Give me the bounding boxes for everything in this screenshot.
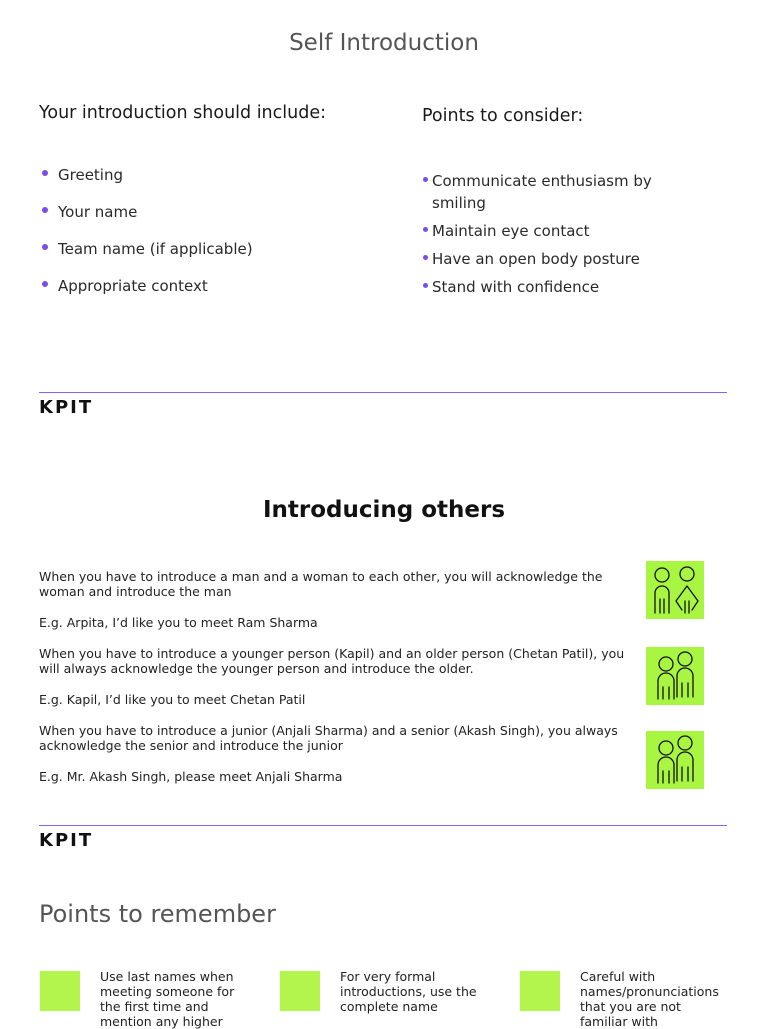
bullet-dot [423, 227, 428, 232]
introducing-others-title: Introducing others [262, 497, 506, 523]
remember-item: For very formal introductions, use the complete name [340, 969, 477, 1014]
two-people-icon [646, 647, 704, 705]
points-to-remember-title: Points to remember [39, 900, 276, 928]
example-text: E.g. Arpita, I’d like you to meet Ram Sharma [39, 615, 318, 630]
self-introduction-title: Self Introduction [289, 30, 479, 56]
kpit-logo: KPIT [39, 397, 94, 418]
example-text: E.g. Mr. Akash Singh, please meet Anjali Sharma [39, 769, 343, 784]
bullet-dot [42, 207, 48, 213]
bullet-dot [42, 281, 48, 287]
bullet-dot [42, 244, 48, 250]
paragraph: When you have to introduce a man and a woman to each other, you will acknowledge the woman and introduce the man [39, 569, 603, 599]
introduction-include-heading: Your introduction should include: [39, 103, 326, 123]
list-item: Communicate enthusiasm by smiling [422, 170, 662, 214]
remember-item: Use last names when meeting someone for the first time and mention any higher [100, 969, 235, 1029]
kpit-logo: KPIT [39, 830, 94, 851]
bullet-dot [42, 170, 48, 176]
example-text: E.g. Kapil, I’d like you to meet Chetan Patil [39, 692, 306, 707]
highlight-square [40, 971, 80, 1011]
list-item: Your name [39, 203, 369, 240]
paragraph: When you have to introduce a younger person (Kapil) and an older person (Chetan Patil), you will always acknowledge the younger person and introduce the older. [39, 646, 625, 676]
points-to-consider-heading: Points to consider: [422, 106, 584, 126]
man-woman-icon [646, 561, 704, 619]
list-item: Maintain eye contact [422, 220, 662, 242]
highlight-square [280, 971, 320, 1011]
points-to-consider-list [422, 170, 662, 298]
highlight-square [520, 971, 560, 1011]
list-item: Team name (if applicable) [39, 240, 369, 277]
bullet-dot [423, 255, 428, 260]
bullet-dot [423, 283, 428, 288]
two-people-icon [646, 731, 704, 789]
divider [39, 392, 727, 393]
list-item: Stand with confidence [422, 276, 662, 298]
divider [39, 825, 727, 826]
introduction-include-list [39, 166, 369, 314]
bullet-dot [423, 177, 428, 182]
list-item: Appropriate context [39, 277, 369, 314]
paragraph: When you have to introduce a junior (Anjali Sharma) and a senior (Akash Singh), you always acknowledge the senior and introduce the junior [39, 723, 618, 753]
list-item: Have an open body posture [422, 248, 662, 270]
remember-item: Careful with names/pronunciations that you are not familiar with [580, 969, 719, 1029]
list-item: Greeting [39, 166, 369, 203]
